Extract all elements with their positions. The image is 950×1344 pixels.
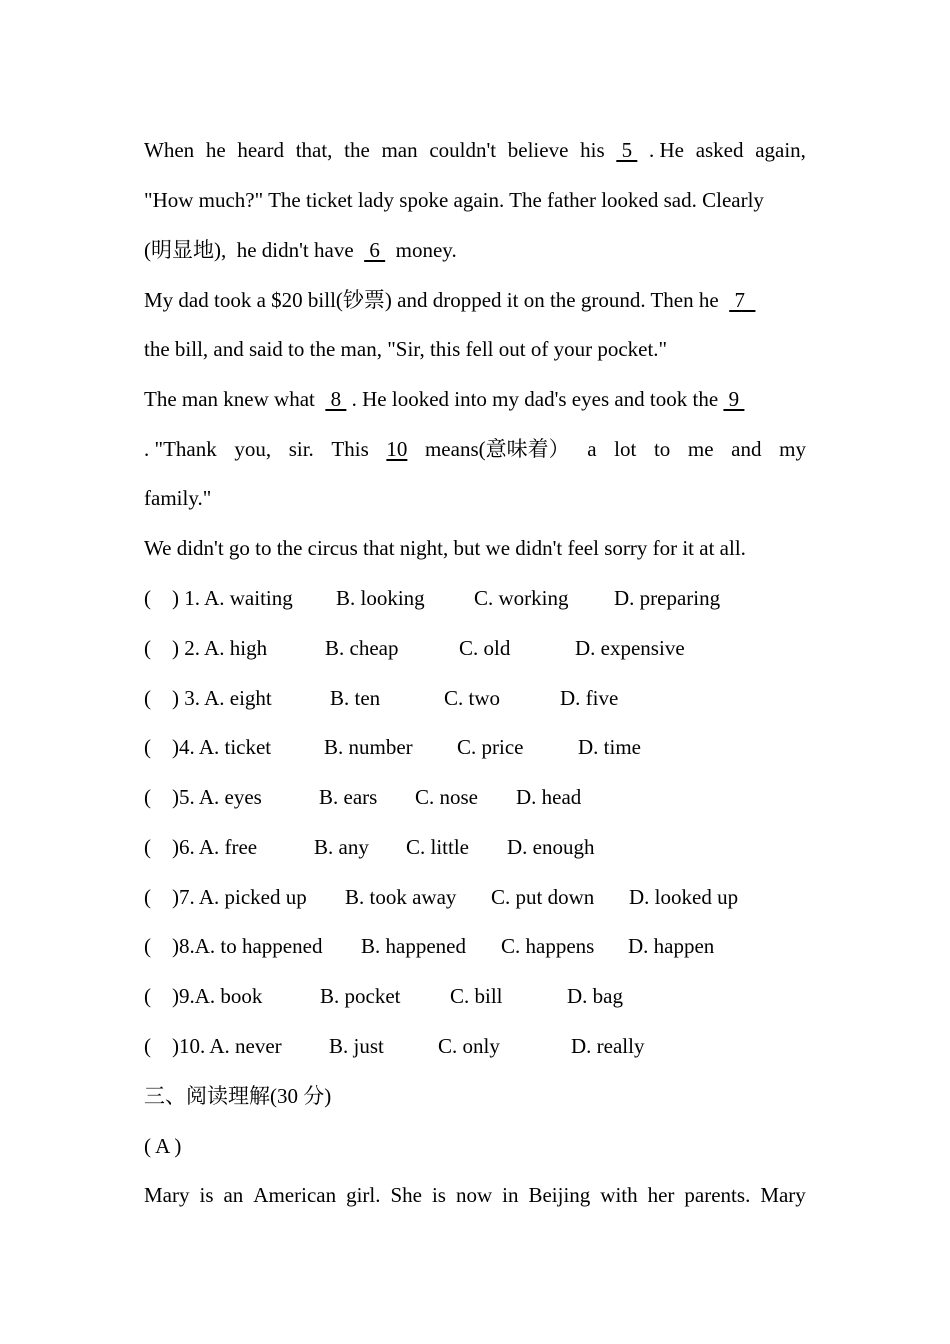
word: . He bbox=[649, 138, 684, 162]
option-b: B. ears bbox=[319, 785, 378, 809]
option-c: C. put down bbox=[491, 885, 595, 909]
word: lot bbox=[614, 437, 637, 461]
option-c: C. old bbox=[459, 636, 511, 660]
option-d: D. expensive bbox=[575, 636, 685, 660]
question-stem: ( )8.A. to happened bbox=[144, 934, 323, 958]
option-b: B. just bbox=[329, 1034, 384, 1058]
word: asked bbox=[695, 138, 744, 162]
word: couldn't bbox=[429, 138, 497, 162]
option-b: B. ten bbox=[330, 686, 381, 710]
word: . "Thank bbox=[144, 437, 217, 461]
option-c: C. little bbox=[406, 835, 469, 859]
passage-line-4 bbox=[144, 287, 755, 313]
text: (明显地), he didn't have bbox=[144, 238, 365, 262]
word: with bbox=[600, 1183, 638, 1207]
passage-line-1 bbox=[144, 137, 806, 163]
option-d: D. time bbox=[578, 735, 641, 759]
passage-line-9: We didn't go to the circus that night, but we didn't feel sorry for it at all. bbox=[144, 536, 746, 560]
text: money. bbox=[385, 238, 457, 262]
question-stem: ( )9.A. book bbox=[144, 984, 263, 1008]
word: is bbox=[199, 1183, 214, 1207]
section-heading: 三、阅读理解(30 分) bbox=[144, 1084, 332, 1108]
option-b: B. took away bbox=[345, 885, 457, 909]
question-stem: ( ) 2. A. high bbox=[144, 636, 268, 660]
word: her bbox=[647, 1183, 675, 1207]
option-c: C. two bbox=[444, 686, 501, 710]
passage-line-7 bbox=[144, 436, 806, 462]
word: This bbox=[331, 437, 369, 461]
word: me bbox=[687, 437, 714, 461]
question-stem: ( ) 3. A. eight bbox=[144, 686, 272, 710]
word: to bbox=[653, 437, 671, 461]
word: in bbox=[502, 1183, 519, 1207]
reading-line-1 bbox=[144, 1182, 806, 1208]
word: parents. bbox=[684, 1183, 751, 1207]
word: American bbox=[253, 1183, 337, 1207]
option-c: C. working bbox=[474, 586, 569, 610]
option-b: B. cheap bbox=[325, 636, 399, 660]
option-d: D. preparing bbox=[614, 586, 721, 610]
word: believe bbox=[507, 138, 569, 162]
text: . He looked into my dad's eyes and took the bbox=[346, 387, 724, 411]
option-d: D. five bbox=[560, 686, 619, 710]
word: he bbox=[205, 138, 226, 162]
word: is bbox=[431, 1183, 446, 1207]
word: man bbox=[381, 138, 418, 162]
blank-7: 7 bbox=[729, 288, 756, 312]
word: that, bbox=[295, 138, 333, 162]
part-label: ( A ) bbox=[144, 1134, 182, 1158]
blank-6: 6 bbox=[364, 238, 386, 262]
blank-9: 9 bbox=[723, 387, 745, 411]
passage-line-2: "How much?" The ticket lady spoke again. The father looked sad. Clearly bbox=[144, 188, 764, 212]
word: She bbox=[390, 1183, 422, 1207]
question-stem: ( )7. A. picked up bbox=[144, 885, 307, 909]
question-stem: ( )5. A. eyes bbox=[144, 785, 262, 809]
word: an bbox=[223, 1183, 244, 1207]
option-d: D. bag bbox=[567, 984, 623, 1008]
option-b: B. number bbox=[324, 735, 413, 759]
option-b: B. happened bbox=[361, 934, 466, 958]
option-c: C. only bbox=[438, 1034, 500, 1058]
word: you, bbox=[234, 437, 272, 461]
question-stem: ( )10. A. never bbox=[144, 1034, 282, 1058]
option-d: D. looked up bbox=[629, 885, 739, 909]
option-d: D. head bbox=[516, 785, 582, 809]
text: The man knew what bbox=[144, 387, 326, 411]
word: When bbox=[144, 138, 195, 162]
word: the bbox=[344, 138, 370, 162]
blank-10: 10 bbox=[386, 437, 408, 461]
word: now bbox=[455, 1183, 493, 1207]
question-stem: ( ) 1. A. waiting bbox=[144, 586, 293, 610]
option-d: D. happen bbox=[628, 934, 715, 958]
passage-line-5: the bill, and said to the man, "Sir, this fell out of your pocket." bbox=[144, 337, 668, 361]
question-stem: ( )6. A. free bbox=[144, 835, 258, 859]
option-c: C. price bbox=[457, 735, 524, 759]
question-stem: ( )4. A. ticket bbox=[144, 735, 272, 759]
word: girl. bbox=[346, 1183, 381, 1207]
passage-line-6 bbox=[144, 386, 744, 412]
word: means(意味着） bbox=[424, 437, 570, 461]
passage-line-8: family." bbox=[144, 486, 212, 510]
option-b: B. any bbox=[314, 835, 369, 859]
option-b: B. pocket bbox=[320, 984, 401, 1008]
word: Beijing bbox=[528, 1183, 591, 1207]
word: Mary bbox=[144, 1183, 190, 1207]
word: sir. bbox=[288, 437, 314, 461]
word: his bbox=[580, 138, 605, 162]
option-b: B. looking bbox=[336, 586, 425, 610]
passage-line-3 bbox=[144, 237, 457, 263]
word: heard bbox=[237, 138, 284, 162]
option-c: C. happens bbox=[501, 934, 595, 958]
blank-8: 8 bbox=[325, 387, 347, 411]
blank-5: 5 bbox=[616, 138, 638, 162]
word: and bbox=[731, 437, 762, 461]
word: a bbox=[587, 437, 597, 461]
option-c: C. bill bbox=[450, 984, 503, 1008]
text: My dad took a $20 bill(钞票) and dropped it on the ground. Then he bbox=[144, 288, 730, 312]
word: Mary bbox=[760, 1183, 806, 1207]
option-c: C. nose bbox=[415, 785, 478, 809]
option-d: D. enough bbox=[507, 835, 595, 859]
word: again, bbox=[755, 138, 806, 162]
word: my bbox=[779, 437, 806, 461]
option-d: D. really bbox=[571, 1034, 645, 1058]
